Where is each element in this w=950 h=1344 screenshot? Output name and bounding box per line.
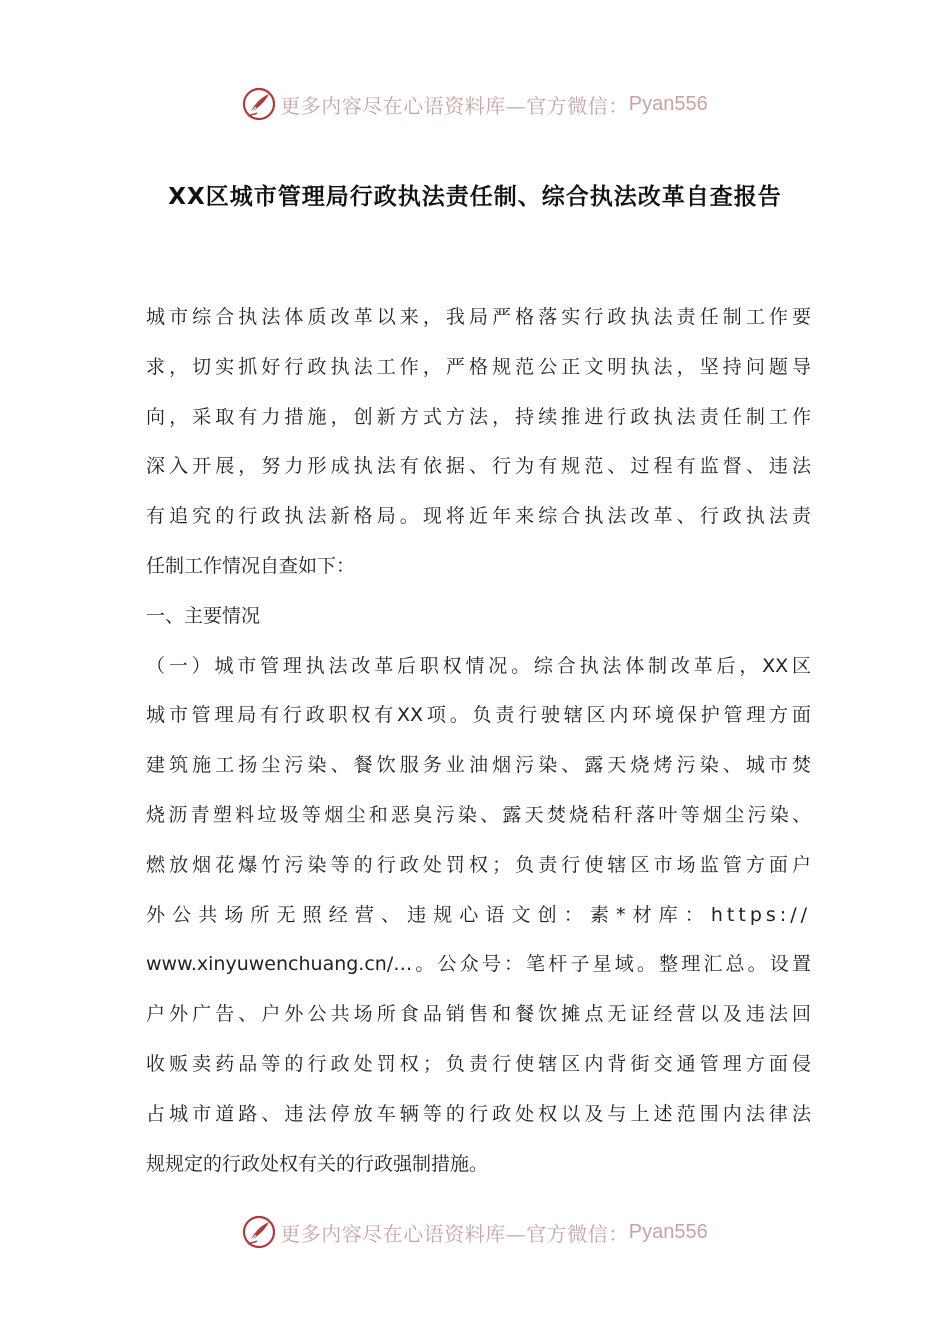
- body-line: 外公共场所无照经营、违规心语文创：素*材库：https://: [146, 903, 811, 926]
- body-line: 向，采取有力措施，创新方式方法，持续推进行政执法责任制工作: [146, 405, 811, 428]
- document-body: [146, 293, 811, 1189]
- body-line: 户外广告、户外公共场所食品销售和餐饮摊点无证经营以及违法回: [146, 1003, 811, 1026]
- watermark-account: Pyan556: [628, 92, 708, 115]
- section-heading: 一、主要情况: [146, 604, 261, 627]
- body-line: 烧沥青塑料垃圾等烟尘和恶臭污染、露天焚烧秸秆落叶等烟尘污染、: [146, 803, 811, 826]
- quill-pen-logo-icon: [242, 1215, 276, 1249]
- body-line: 深入开展，努力形成执法有依据、行为有规范、过程有监督、违法: [146, 455, 811, 478]
- watermark-text: 更多内容尽在心语资料库—官方微信：: [280, 1221, 629, 1246]
- body-line: （一）城市管理执法改革后职权情况。综合执法体制改革后，XX区: [146, 654, 811, 677]
- body-line: 城市综合执法体质改革以来，我局严格落实行政执法责任制工作要: [146, 306, 811, 328]
- header-watermark: [0, 84, 950, 124]
- body-line: 城市管理局有行政职权有XX项。负责行驶辖区内环境保护管理方面: [146, 704, 811, 727]
- body-line: 任制工作情况自查如下：: [146, 554, 356, 577]
- watermark-text: 更多内容尽在心语资料库—官方微信：: [280, 93, 629, 118]
- body-line: 求，切实抓好行政执法工作，严格规范公正文明执法，坚持问题导: [146, 355, 811, 378]
- quill-pen-logo-icon: [242, 87, 276, 121]
- body-line: 建筑施工扬尘污染、餐饮服务业油烟污染、露天烧烤污染、城市焚: [146, 754, 811, 777]
- body-line: www.xinyuwenchuang.cn/…。公众号：笔杆子星域。整理汇总。设置: [146, 953, 811, 976]
- body-line: 有追究的行政执法新格局。现将近年来综合执法改革、行政执法责: [146, 505, 811, 528]
- footer-watermark: [0, 1212, 950, 1252]
- watermark-account: Pyan556: [628, 1220, 708, 1243]
- document-title: XX区城市管理局行政执法责任制、综合执法改革自查报告: [168, 184, 782, 210]
- body-line: 占城市道路、违法停放车辆等的行政处权以及与上述范围内法律法: [146, 1102, 811, 1125]
- body-line: 规规定的行政处权有关的行政强制措施。: [146, 1152, 489, 1175]
- body-line: 燃放烟花爆竹污染等的行政处罚权；负责行使辖区市场监管方面户: [146, 853, 811, 876]
- body-line: 收贩卖药品等的行政处罚权；负责行使辖区内背街交通管理方面侵: [146, 1052, 811, 1075]
